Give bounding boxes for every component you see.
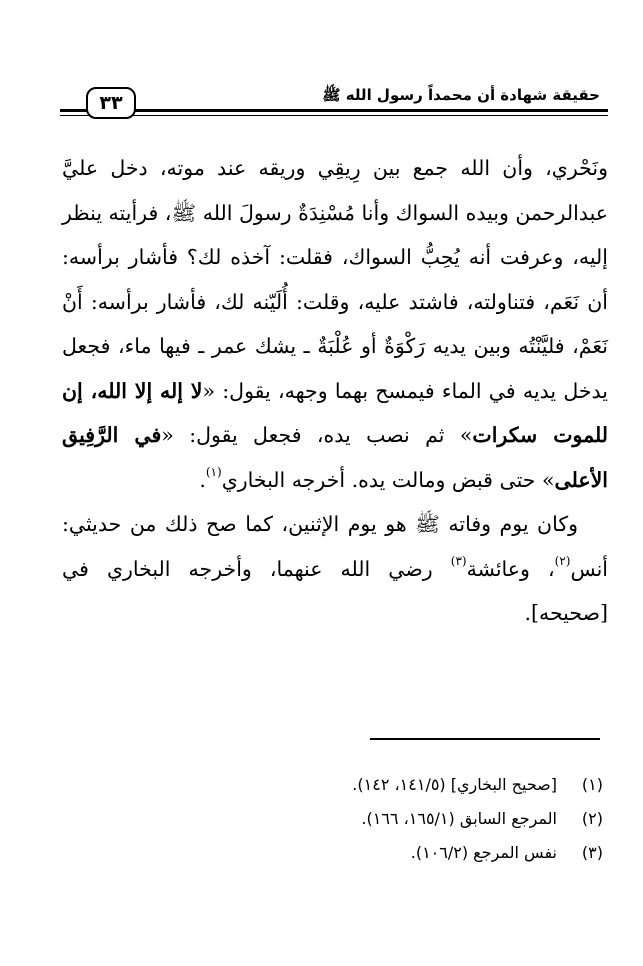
footnote-1 — [63, 768, 603, 802]
hadith-quote-2: في الرَّفِيق الأعلى — [62, 423, 608, 492]
footnote-3 — [63, 836, 603, 870]
header-rule-thick — [60, 109, 608, 112]
para1-end: . — [199, 467, 206, 492]
footnote-ref-3: (٣) — [450, 553, 467, 568]
page-number: ٣٣ — [86, 87, 136, 119]
para1-text-a: ونَحْري، وأن الله جمع بين رِيقِي وريقه عند موته، دخل عليَّ عبدالرحمن وبيده السواك وأنا مُسْنِدَةٌ رسولَ الله ﷺ، فرأيته ينظر إليه، وعرفت أنه يُحِبُّ السواك، فقلت: آخذه لك؟ فأشار برأسه: أن نَعَم، فتناولته، فاشتد عليه، وقلت: أُلَيّنه لك، فأشار برأسه: أَنْ نَعَمْ، فليَّنْتُه وبين يديه رَكْوَةٌ أو عُلْبَةٌ ـ يشك عمر ـ فيها ماء، فجعل يدخل يديه في الماء فيمسح بهما وجهه، يقول: « — [62, 156, 608, 403]
footnote-ref-2: (٢) — [554, 553, 571, 568]
footnote-number: (١) — [581, 775, 603, 794]
footnote-text: [صحيح البخاري] (١٤١/٥، ١٤٢). — [352, 775, 557, 794]
running-head-title: حقيقة شهادة أن محمداً رسول الله ﷺ — [322, 86, 600, 104]
footnote-ref-1: (١) — [205, 464, 222, 479]
footnotes — [63, 768, 603, 870]
footnote-text: المرجع السابق (١٦٥/١، ١٦٦). — [361, 809, 557, 828]
main-text — [62, 146, 608, 636]
para2-text-b: ، وعائشة — [466, 556, 555, 581]
para2-text-a: وكان يوم وفاته ﷺ هو يوم الإثنين، كما صح ذلك من حديثي: أنس — [62, 512, 608, 581]
para1-text-c: » حتى قبض ومالت يده. أخرجه البخاري — [221, 467, 555, 492]
header-rule-thin — [60, 115, 608, 116]
footnote-text: نفس المرجع (١٠٦/٢). — [410, 843, 557, 862]
footnote-separator — [370, 738, 600, 740]
paragraph-2 — [62, 502, 608, 636]
hadith-quote-1: لا إله إلا الله، إن للموت سكرات — [62, 378, 608, 447]
paragraph-1 — [62, 146, 608, 502]
footnote-number: (٣) — [581, 843, 603, 862]
page-header — [60, 82, 608, 122]
para1-text-b: » ثم نصب يده، فجعل يقول: « — [161, 423, 473, 447]
para2-text-c: رضي الله عنهما، وأخرجه البخاري في [صحيحه]. — [62, 556, 608, 625]
footnote-number: (٢) — [581, 809, 603, 828]
footnote-2 — [63, 802, 603, 836]
